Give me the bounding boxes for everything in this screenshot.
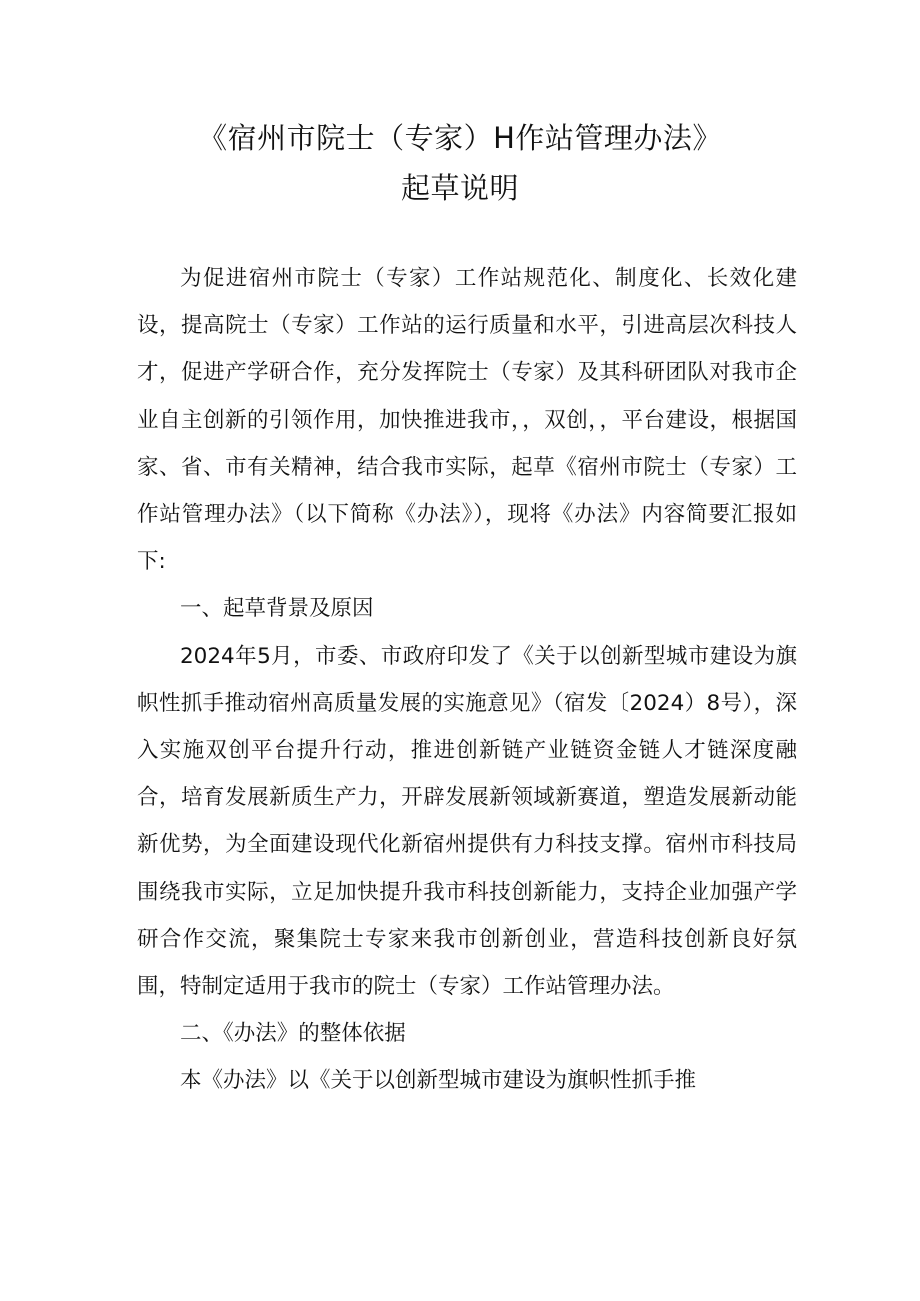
- document-title: 《宿州市院士（专家）H作站管理办法》: [198, 121, 722, 155]
- section-heading-background: 一、起草背景及原因: [180, 596, 374, 622]
- document-subtitle: 起草说明: [400, 171, 519, 205]
- basis-paragraph: 本《办法》以《关于以创新型城市建设为旗帜性抓手推: [180, 1068, 697, 1094]
- document-body: [137, 255, 797, 1105]
- background-paragraph: 2024年5月，市委、市政府印发了《关于以创新型城市建设为旗帜性抓手推动宿州高质量发展的实施意见》（宿发〔2024）8号），深入实施双创平台提升行动，推进创新链产业链资金链人才链深度融合，培育发展新质生产力，开辟发展新领域新赛道，塑造发展新动能新优势，为全面建设现代化新宿州提供有力科技支撑。宿州市科技局围绕我市实际，立足加快提升我市科技创新能力，支持企业加强产学研合作交流，聚集院士专家来我市创新创业，营造科技创新良好氛围，特制定适用于我市的院士（专家）工作站管理办法。: [137, 643, 797, 1000]
- section-heading-basis: 二、《办法》的整体依据: [180, 1021, 406, 1047]
- intro-paragraph: 为促进宿州市院士（专家）工作站规范化、制度化、长效化建设，提高院士（专家）工作站的运行质量和水平，引进高层次科技人才，促进产学研合作，充分发挥院士（专家）及其科研团队对我市企业自主创新的引领作用，加快推进我市，，双创，，平台建设，根据国家、省、市有关精神，结合我市实际，起草《宿州市院士（专家）工作站管理办法》（以下简称《办法》），现将《办法》内容简要汇报如下:: [137, 266, 797, 575]
